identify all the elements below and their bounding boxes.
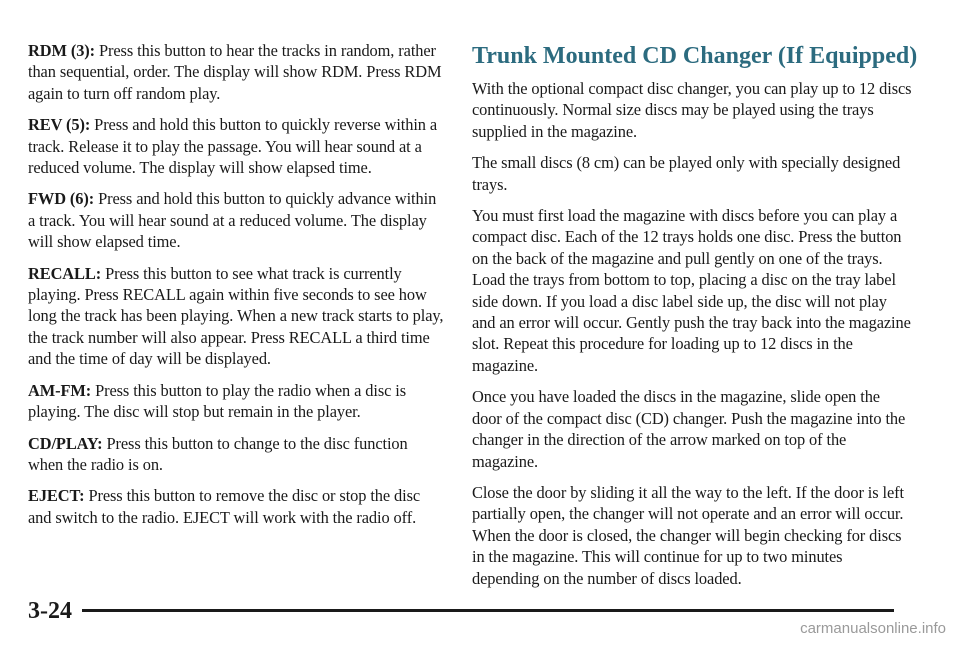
term-recall: RECALL: (28, 263, 102, 283)
desc-rdm: Press this button to hear the tracks in random, rather than sequential, order. The display will show RDM. Press RDM again to turn off random play. (28, 41, 442, 103)
desc-eject: Press this button to remove the disc or stop the disc and switch to the radio. EJECT will work with the radio off. (28, 486, 421, 527)
page-number: 3-24 (28, 598, 72, 624)
paragraph-rdm (28, 40, 444, 104)
term-cd-play: CD/PLAY: (28, 433, 103, 453)
paragraph-cd-play (28, 433, 444, 476)
desc-recall: Press this button to see what track is currently playing. Press RECALL again within five seconds to see how long the track has been playing. When a new track starts to play, the track number will also appear. Press RECALL a third time and the time of day will be displayed. (28, 263, 444, 369)
paragraph-small-discs: The small discs (8 cm) can be played only with specially designed trays. (472, 153, 901, 194)
term-eject: EJECT: (28, 486, 85, 506)
desc-rev: Press and hold this button to quickly reverse within a track. Release it to play the passage. You will hear sound at a reduced volume. The display will show elapsed time. (28, 115, 438, 178)
paragraph-am-fm (28, 380, 444, 423)
term-rev: REV (5): (28, 115, 91, 135)
right-column (472, 78, 912, 599)
term-fwd: FWD (6): (28, 189, 95, 209)
paragraph-loading: You must first load the magazine with discs before you can play a compact disc. Each of the 12 trays holds one disc. Press the button on the back of the magazine and pull gently on one of the trays. Load the trays from bottom to top, placing a disc on the tray label side down. If you load a disc label side up, the disc will not play and an error will occur. Gently push the tray back into the magazine slot. Repeat this procedure for loading up to 12 discs in the magazine. (472, 206, 911, 375)
paragraph-rev (28, 114, 444, 178)
footer-rule (82, 609, 894, 612)
section-heading: Trunk Mounted CD Changer (If Equipped) (472, 43, 918, 69)
desc-cd-play: Press this button to change to the disc function when the radio is on. (28, 433, 408, 474)
paragraph-eject (28, 485, 444, 528)
desc-am-fm: Press this button to play the radio when a disc is playing. The disc will stop but remain in the player. (28, 380, 407, 422)
paragraph-recall (28, 263, 444, 370)
paragraph-fwd (28, 188, 444, 252)
watermark: carmanualsonline.info (800, 620, 946, 637)
paragraph-close-door: Close the door by sliding it all the way to the left. If the door is left partially open, the changer will not operate and an error will occur. When the door is closed, the changer will begin checking for discs in the magazine. This will continue for up to two minutes depending on the number of discs loaded. (472, 482, 904, 588)
term-rdm: RDM (3): (28, 41, 96, 60)
left-column (28, 40, 444, 538)
desc-fwd: Press and hold this button to quickly advance within a track. You will hear sound at a reduced volume. The display will show elapsed time. (28, 189, 437, 252)
term-am-fm: AM-FM: (28, 380, 92, 400)
paragraph-intro: With the optional compact disc changer, you can play up to 12 discs continuously. Normal size discs may be played using the trays supplied in the magazine. (472, 79, 912, 141)
paragraph-insert-magazine: Once you have loaded the discs in the magazine, slide open the door of the compact disc (CD) changer. Push the magazine into the changer in the direction of the arrow marked on top of the magazine. (472, 387, 906, 471)
